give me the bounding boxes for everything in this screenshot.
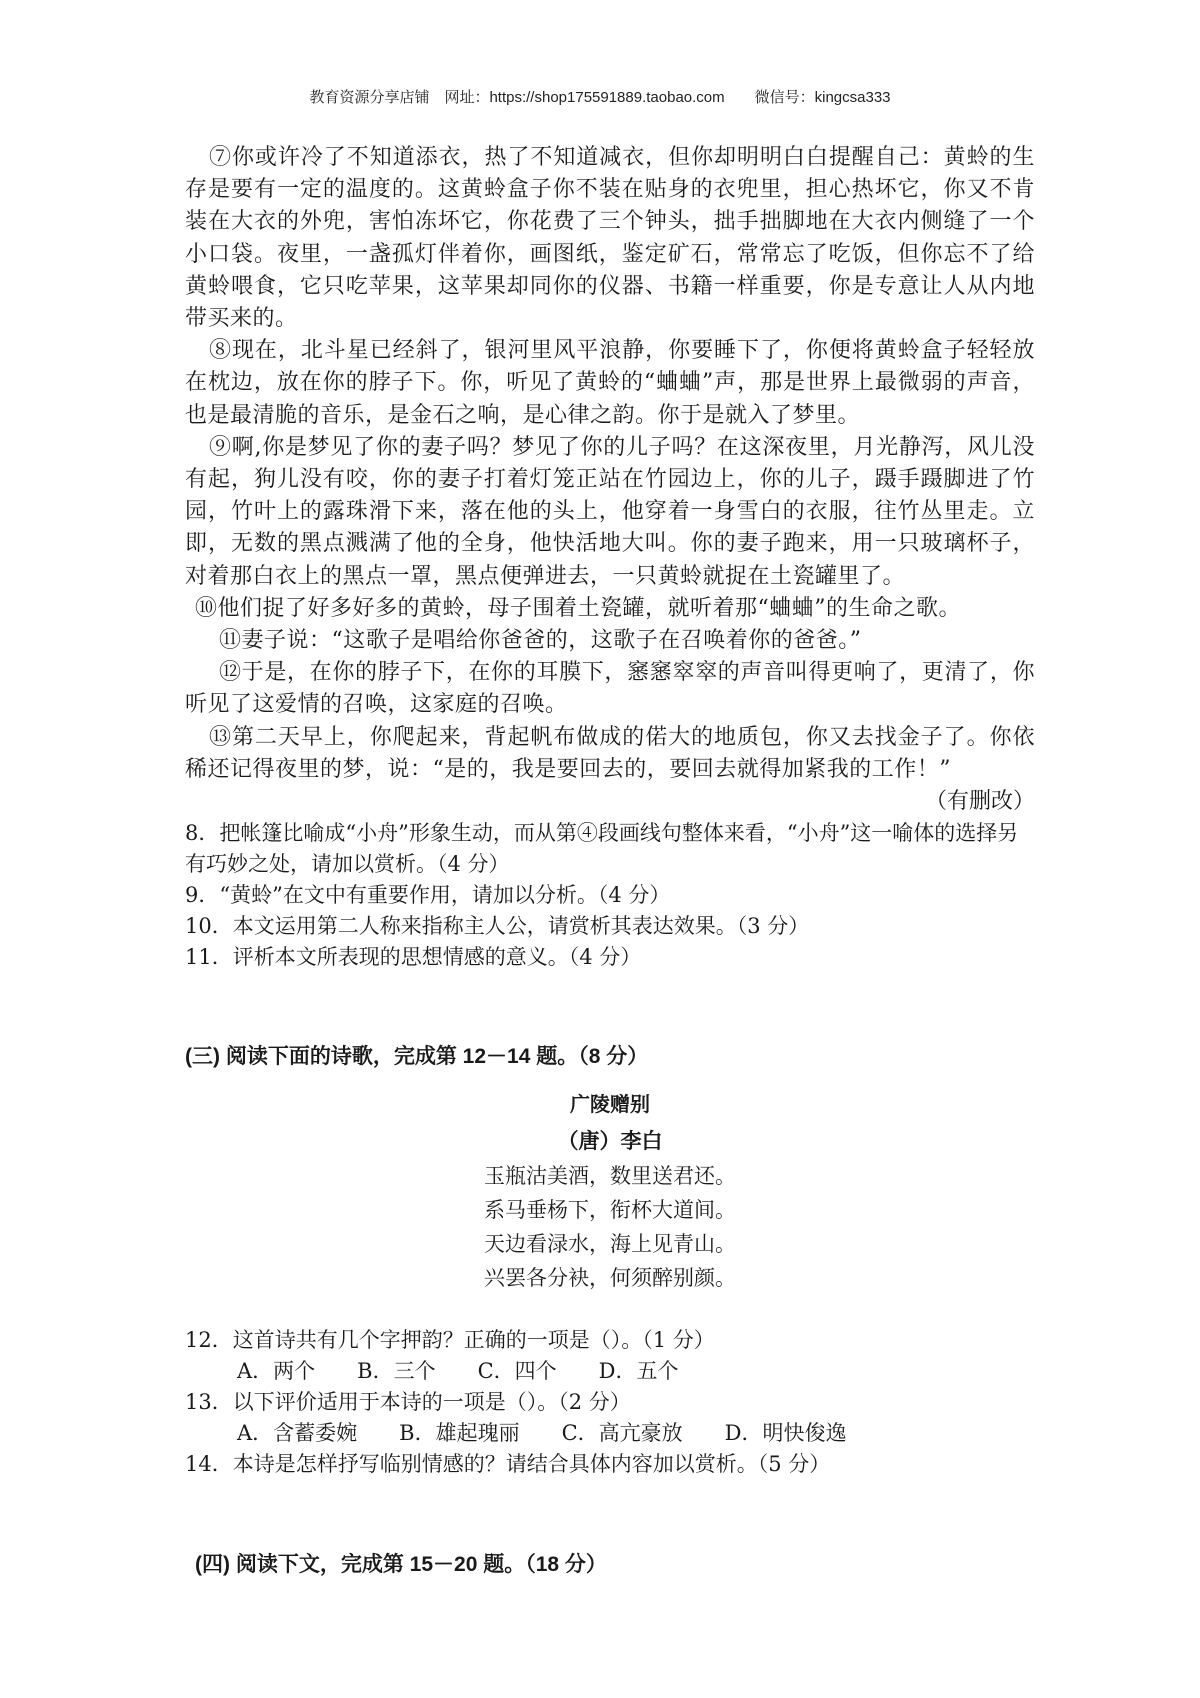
question-14: 14．本诗是怎样抒写临别情感的？请结合具体内容加以赏析。（5 分） (185, 1452, 831, 1476)
question-13: 13．以下评价适用于本诗的一项是（）。（2 分） (185, 1390, 631, 1414)
paragraph-9: ⑨啊,你是梦见了你的妻子吗？梦见了你的儿子吗？在这深夜里，月光静泻，风儿没有起，狗儿没有咬，你的妻子打着灯笼正站在竹园边上，你的儿子，蹑手蹑脚进了竹园，竹叶上的露珠滑下来，落在他的头上，他穿着一身雪白的衣服，往竹丛里走。立即，无数的黑点溅满了他的全身，他快活地大叫。你的妻子跑来，用一只玻璃杯子，对着那白衣上的黑点一罩，黑点便弹进去，一只黄蛉就捉在土瓷罐里了。 (185, 434, 1035, 589)
question-9: 9．“黄蛉”在文中有重要作用，请加以分析。（4 分） (185, 883, 671, 908)
paragraph-13: ⑬第二天早上，你爬起来，背起帆布做成的偌大的地质包，你又去找金子了。你依稀还记得夜里的梦，说：“是的，我是要回去的，要回去就得加紧我的工作！” (185, 724, 1035, 782)
question-11: 11．评析本文所表现的思想情感的意义。（4 分） (185, 945, 642, 970)
paragraph-10: ⑩他们捉了好多好多的黄蛉，母子围着土瓷罐，就听着那“蛐蛐”的生命之歌。 (195, 595, 961, 621)
paragraph-7: ⑦你或许冷了不知道添衣，热了不知道减衣，但你却明明白白提醒自己：黄蛉的生存是要有一定的温度的。这黄蛉盒子你不装在贴身的衣兜里，担心热坏它，你又不肯装在大衣的外兜，害怕冻坏它，你花费了三个钟头，拙手拙脚地在大衣内侧缝了一个小口袋。夜里，一盏孤灯伴着你，画图纸，鉴定矿石，常常忘了吃饭，但你忘不了给黄蛉喂食，它只吃苹果，这苹果却同你的仪器、书籍一样重要，你是专意让人从内地带买来的。 (185, 145, 1035, 332)
paragraph-8: ⑧现在，北斗星已经斜了，银河里风平浪静，你要睡下了，你便将黄蛉盒子轻轻放在枕边，放在你的脖子下。你，听见了黄蛉的“蛐蛐”声，那是世界上最微弱的声音，也是最清脆的音乐，是金石之响，是心律之韵。你于是就入了梦里。 (185, 338, 1035, 428)
poem-line-3: 天边看渌水，海上见青山。 (484, 1232, 736, 1256)
poem-line-2: 系马垂杨下，衔杯大道间。 (484, 1198, 736, 1222)
question-8: 8．把帐篷比喻成“小舟”形象生动，而从第④段画线句整体来看，“小舟”这一喻体的选择另有巧妙之处，请加以赏析。（4 分） (185, 821, 1019, 877)
question-12: 12．这首诗共有几个字押韵？正确的一项是（）。（1 分） (185, 1328, 715, 1352)
paragraph-12: ⑫于是，在你的脖子下，在你的耳膜下，窸窸窣窣的声音叫得更响了，更清了，你听见了这爱情的召唤，这家庭的召唤。 (185, 660, 1035, 718)
section-4-heading: (四) 阅读下文，完成第 15－20 题。（18 分） (195, 1553, 607, 1576)
poem-author: （唐）李白 (557, 1130, 663, 1153)
source-note: （有删改） (924, 789, 1035, 815)
poem-line-1: 玉瓶沽美酒，数里送君还。 (484, 1164, 736, 1188)
poem-line-4: 兴罢各分袂，何须醉别颜。 (484, 1266, 736, 1290)
section-3-heading: (三) 阅读下面的诗歌，完成第 12－14 题。（8 分） (185, 1045, 649, 1068)
section-3 (185, 1040, 1035, 1480)
question-12-options: A．两个 B．三个 C．四个 D．五个 (237, 1359, 679, 1383)
page-body (185, 142, 1035, 973)
page-header: 教育资源分享店铺 网址：https://shop175591889.taobao.com 微信号：kingcsa333 (309, 89, 891, 106)
poem-title: 广陵赠别 (570, 1094, 650, 1116)
paragraph-11: ⑪妻子说：“这歌子是唱给你爸爸的，这歌子在召唤着你的爸爸。” (219, 628, 862, 654)
question-10: 10．本文运用第二人称来指称主人公，请赏析其表达效果。（3 分） (185, 914, 810, 939)
question-13-options: A．含蓄委婉 B．雄起瑰丽 C．高亢豪放 D．明快俊逸 (237, 1421, 847, 1445)
section-4 (195, 1548, 1035, 1578)
